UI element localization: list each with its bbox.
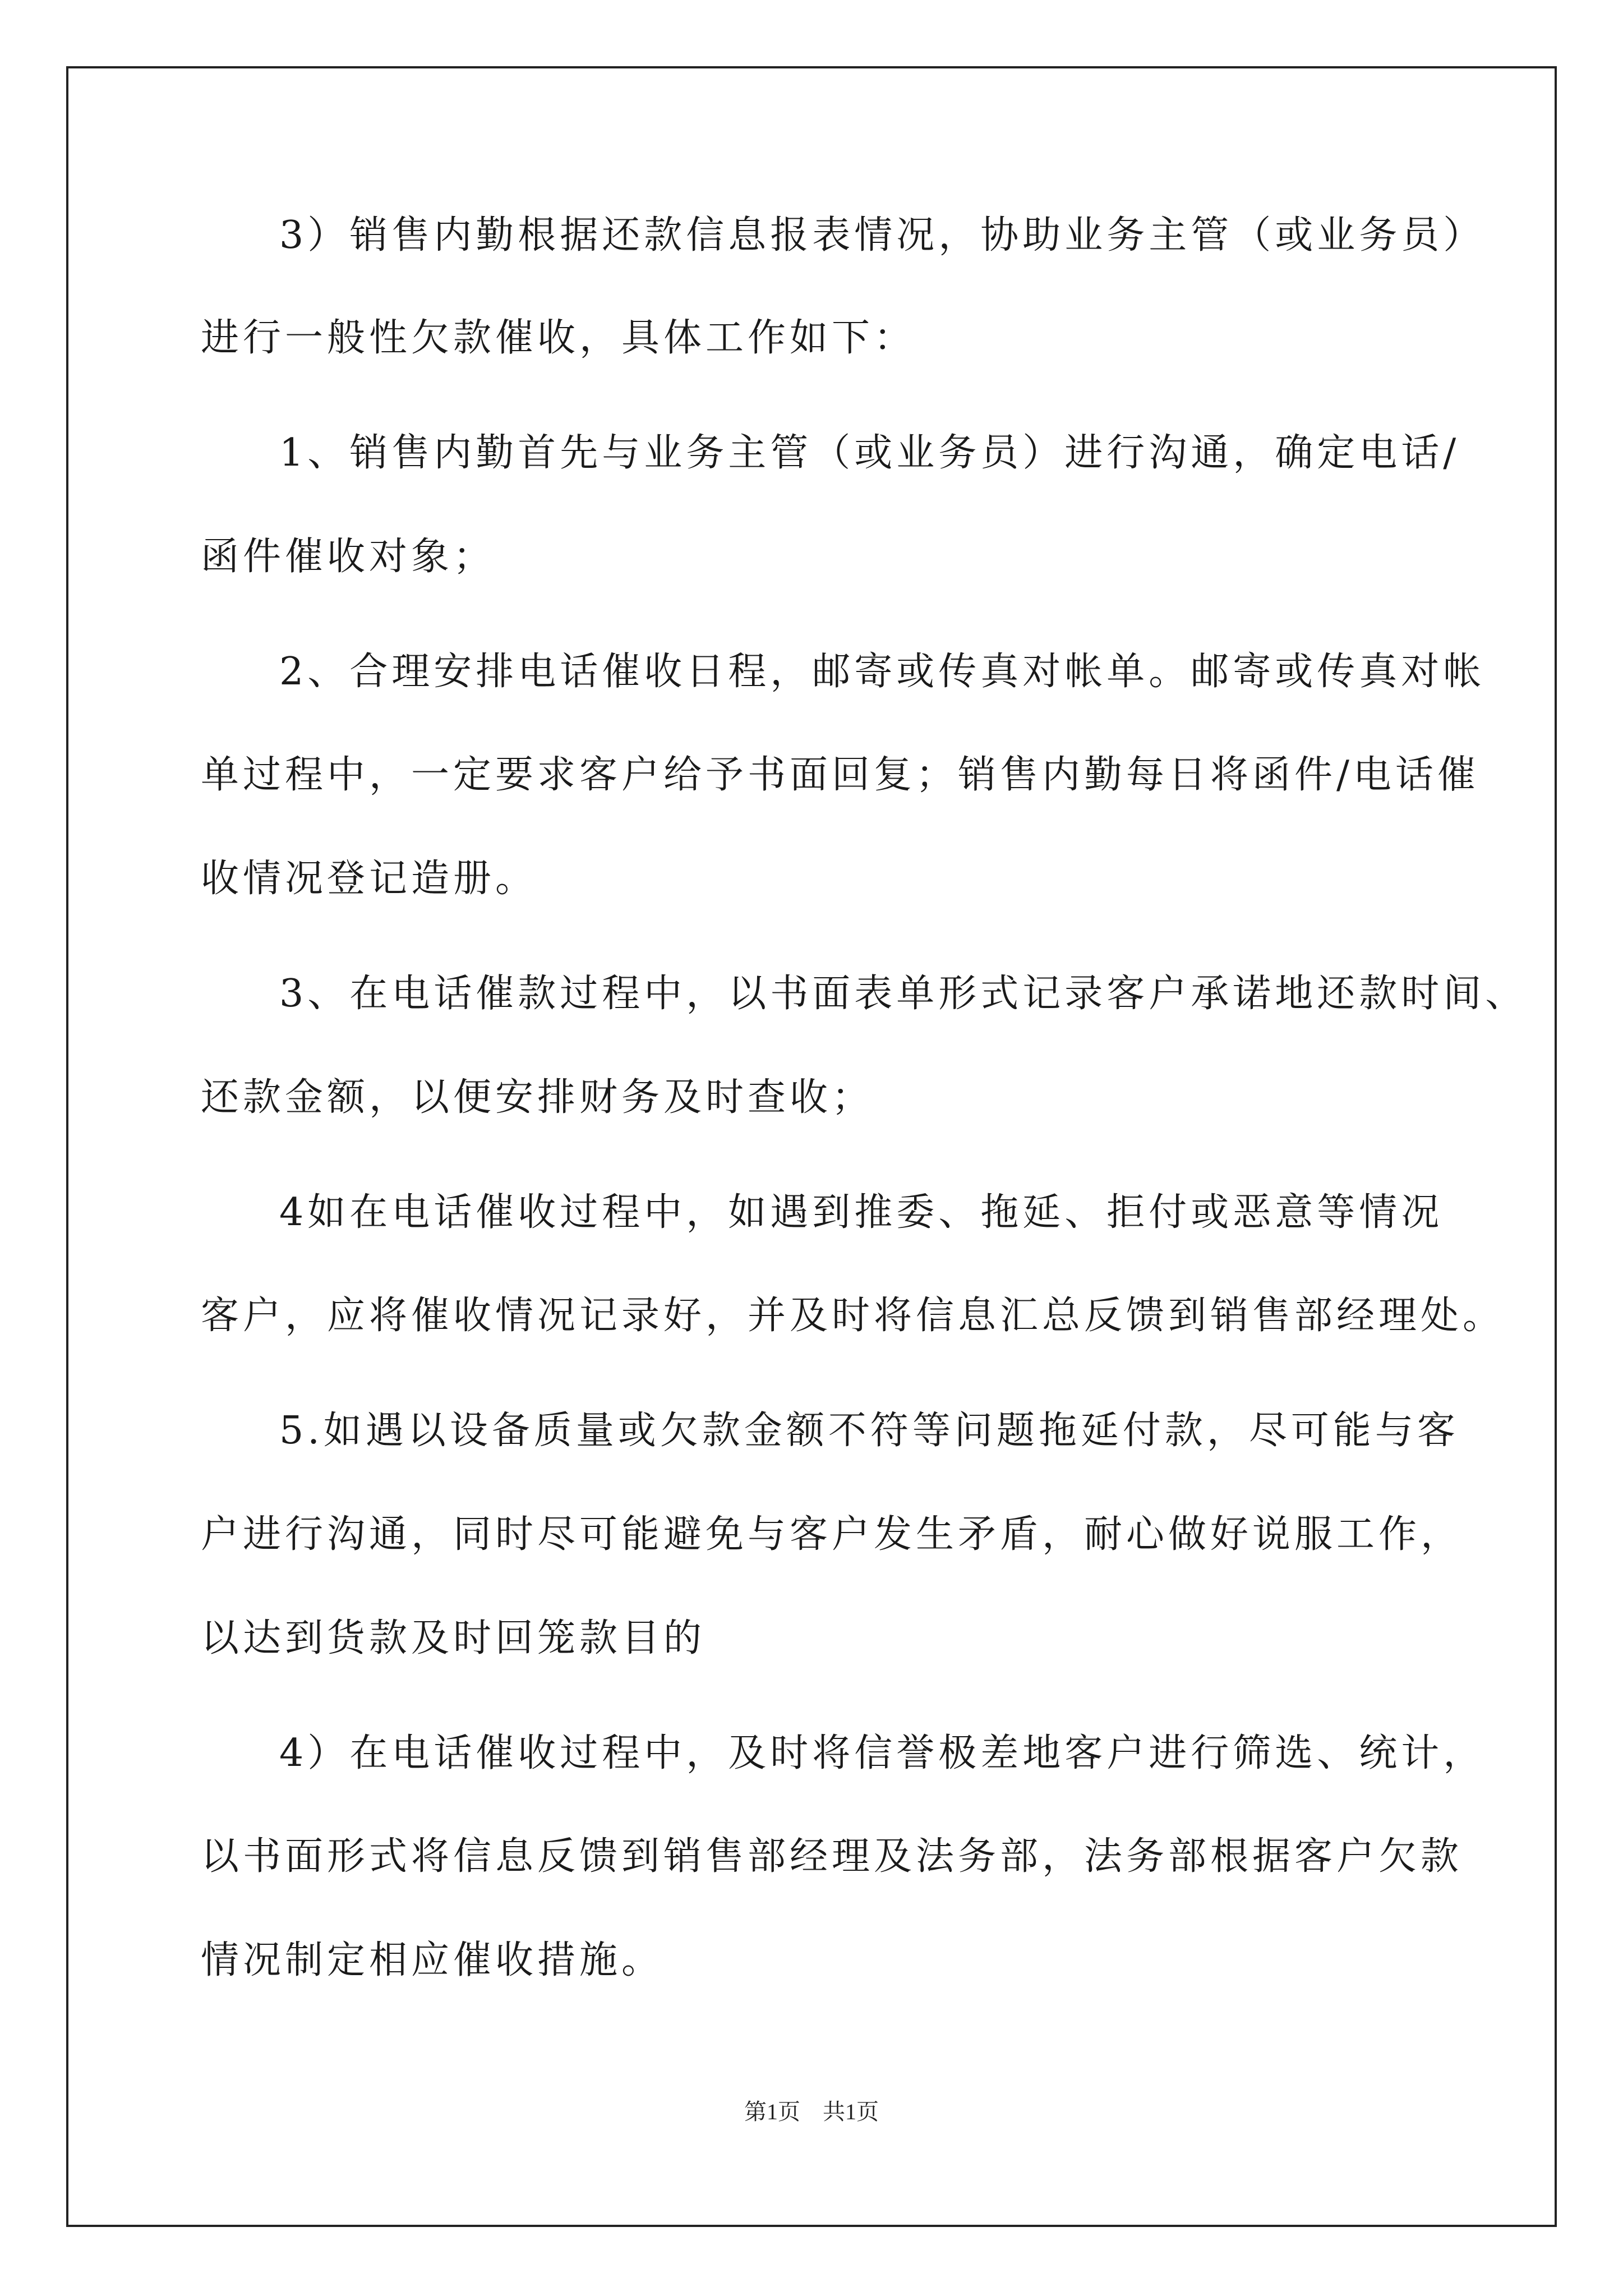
paragraph-line: 3、在电话催款过程中，以书面表单形式记录客户承诺地还款时间、 — [279, 972, 1528, 1016]
paragraph-line: 函件催收对象； — [201, 535, 496, 579]
paragraph-line: 收情况登记造册。 — [201, 857, 538, 901]
paragraph-line: 以达到货款及时回笼款目的 — [201, 1616, 706, 1660]
paragraph-line: 4如在电话催收过程中，如遇到推委、拖延、拒付或恶意等情况 — [279, 1190, 1444, 1235]
paragraph-line: 情况制定相应催收措施。 — [201, 1938, 664, 1982]
paragraph-line: 5.如遇以设备质量或欠款金额不符等问题拖延付款，尽可能与客 — [279, 1409, 1459, 1453]
paragraph-line: 4）在电话催收过程中，及时将信誉极差地客户进行筛选、统计， — [279, 1731, 1486, 1775]
paragraph-line: 以书面形式将信息反馈到销售部经理及法务部，法务部根据客户欠款 — [201, 1834, 1463, 1879]
paragraph-line: 3）销售内勤根据还款信息报表情况，协助业务主管（或业务员） — [279, 213, 1486, 257]
paragraph-line: 户进行沟通，同时尽可能避免与客户发生矛盾，耐心做好说服工作， — [201, 1512, 1463, 1557]
paragraph-line: 进行一般性欠款催收，具体工作如下： — [201, 316, 916, 360]
paragraph-line: 单过程中，一定要求客户给予书面回复；销售内勤每日将函件/电话催 — [201, 753, 1479, 797]
page-number: 第1页 共1页 — [744, 2099, 879, 2124]
paragraph-line: 1、销售内勤首先与业务主管（或业务员）进行沟通，确定电话/ — [279, 431, 1460, 475]
paragraph-line: 还款金额，以便安排财务及时查收； — [201, 1075, 874, 1120]
paragraph-line: 2、合理安排电话催收日程，邮寄或传真对帐单。邮寄或传真对帐 — [279, 650, 1486, 694]
page-border — [66, 66, 1557, 2227]
paragraph-line: 客户，应将催收情况记录好，并及时将信息汇总反馈到销售部经理处。 — [201, 1294, 1505, 1338]
